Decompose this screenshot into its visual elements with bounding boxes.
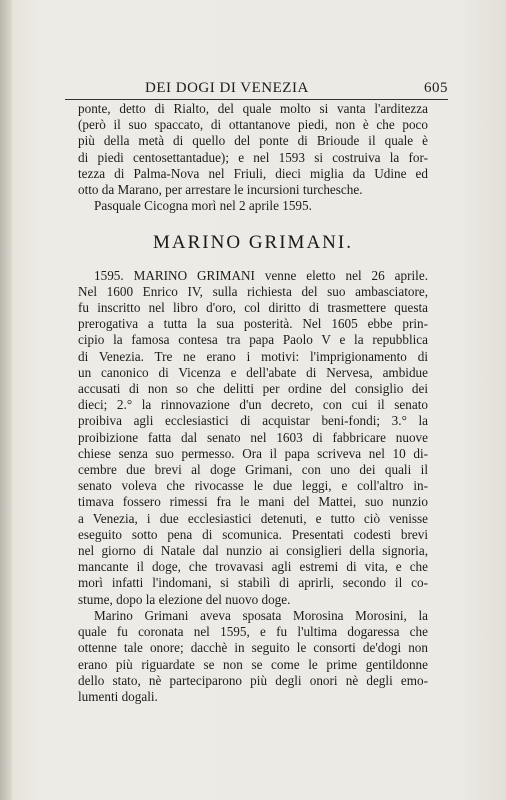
text-line: otto da Marano, per arrestare le incursioni turchesche. — [78, 182, 363, 198]
paragraph-grimani — [78, 268, 428, 608]
running-head-title: DEI DOGI DI VENEZIA — [145, 80, 309, 96]
text-line: erano più riguardate se non se come le prime gentildonne — [78, 656, 428, 672]
text-line: più della metà di quello del ponte di Brioude il quale è — [78, 133, 428, 149]
page-gutter — [0, 0, 12, 800]
text-line: mancante il doge, che trovavasi agli estremi di vita, e che — [78, 559, 428, 575]
text-line: lumenti dogali. — [78, 688, 158, 704]
text-line: stume, dopo la elezione del nuovo doge. — [78, 591, 291, 607]
text-line: prerogativa a tutta la sua posterità. Nel 1605 ebbe prin- — [78, 316, 428, 332]
paragraph-cicogna — [78, 198, 428, 214]
text-line: morì infatti l'indomani, si stabilì di aprirli, secondo il co- — [78, 575, 428, 591]
text-line: timava fossero rimessi fra le mani del Mattei, suo nunzio — [78, 494, 428, 510]
text-line: nel giorno di Natale dal nunzio ai consiglieri della signoria, — [78, 543, 428, 559]
text-line: cembre due brevi al doge Grimani, con uno dei quali il — [78, 462, 428, 478]
text-line: dieci; 2.° la rinnovazione d'un decreto, con cui il senato — [78, 397, 428, 413]
text-line: 1595. MARINO GRIMANI venne eletto nel 26 aprile. — [94, 267, 428, 283]
text-line: senato voleva che rivocasse le due leggi, e coll'altro in- — [78, 478, 428, 494]
text-line: (però il suo spaccato, di ottantanove piedi, non è che poco — [78, 117, 428, 133]
text-line: dello stato, nè parteciparono più degli onori nè degli emo- — [78, 672, 428, 688]
header-rule — [65, 99, 448, 100]
text-line: tezza di Palma-Nova nel Friuli, dieci miglia da Udine ed — [78, 165, 428, 181]
text-line: ponte, detto di Rialto, del quale molto si vanta l'arditezza — [78, 101, 428, 116]
text-line: proibizione fatta dal senato nel 1603 di fabbricare nuove — [78, 429, 428, 445]
text-line: ottenne tale onore; dacchè in seguito le consorti de'dogi non — [78, 640, 428, 656]
text-line: di Venezia. Tre ne erano i motivi: l'imprigionamento di — [78, 348, 428, 364]
text-line: eseguito sotto pena di scomunica. Presentati codesti brevi — [78, 526, 428, 542]
text-line: di piedi centosettantadue); e nel 1593 si costruiva la for- — [78, 149, 428, 165]
text-line: proibiva agli ecclesiastici di acquistar beni-fondi; 3.° la — [78, 413, 428, 429]
text-line: Pasquale Cicogna morì nel 2 aprile 1595. — [94, 198, 312, 214]
text-line: un canonico di Vicenza e dell'abate di Nervesa, ambidue — [78, 364, 428, 380]
paragraph-rialto — [78, 101, 428, 198]
text-line: a Venezia, i due ecclesiastici detenuti, e tutto ciò venisse — [78, 510, 428, 526]
page-body — [78, 101, 428, 705]
section-title: MARINO GRIMANI. — [153, 232, 353, 254]
text-line: chiese senza suo permesso. Ora il papa scriveva nel 10 di- — [78, 445, 428, 461]
text-line: accusati di non so che delitti per ordine del consiglio dei — [78, 381, 428, 397]
text-line: quale fu coronata nel 1595, e fu l'ultima dogaressa che — [78, 624, 428, 640]
text-line: Marino Grimani aveva sposata Morosina Morosini, la — [94, 607, 428, 623]
text-line: Nel 1600 Enrico IV, sulla richiesta del suo ambasciatore, — [78, 283, 428, 299]
paragraph-morosini — [78, 608, 428, 705]
page-number: 605 — [424, 80, 448, 96]
text-line: cipio la famosa contesa tra papa Paolo V e la repubblica — [78, 332, 428, 348]
text-line: fu inscritto nel libro d'oro, col diritto di trasmettere questa — [78, 300, 428, 316]
